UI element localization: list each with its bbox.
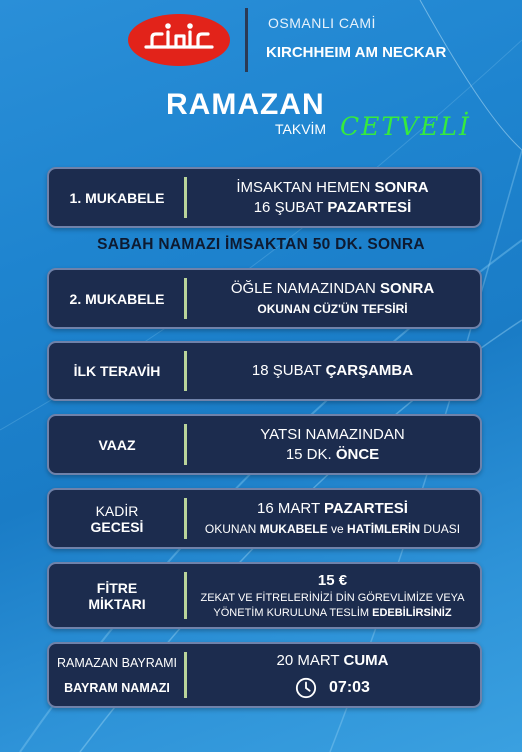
fajr-prayer-note: SABAH NAMAZI İMSAKTAN 50 DK. SONRA [97, 236, 425, 253]
subtitle-cetveli: CETVELİ [340, 112, 471, 141]
row-divider [184, 652, 187, 698]
row-label: RAMAZAN BAYRAMI BAYRAM NAMAZI [57, 655, 177, 695]
row-divider [184, 424, 187, 465]
clock-icon [295, 677, 317, 699]
row-label: KADİR GECESİ [90, 502, 144, 535]
row-value: 16 MART PAZARTESİ OKUNAN MUKABELE ve HATİMLERİN DUASI [204, 499, 461, 536]
row-value: 20 MART CUMA 07:03 [189, 644, 476, 706]
row-label: FİTRE MİKTARI [88, 579, 146, 612]
schedule-row-bayram [47, 642, 482, 708]
row-value: YATSI NAMAZINDAN 15 DK. ÖNCE [260, 425, 405, 463]
row-label: VAAZ [98, 436, 136, 453]
bayram-namaz-time: 07:03 [329, 679, 370, 696]
schedule-row-kadir-gecesi [47, 488, 482, 549]
row-value: ÖĞLE NAMAZINDAN SONRA OKUNAN CÜZ'ÜN TEFSİRİ [230, 279, 435, 316]
page-title: RAMAZAN [166, 88, 325, 121]
row-divider [184, 498, 187, 539]
row-label: İLK TERAVİH [73, 363, 161, 379]
row-divider [184, 351, 187, 391]
row-divider [184, 572, 187, 619]
row-value: 18 ŞUBAT ÇARŞAMBA [251, 362, 414, 379]
row-value: 15 € ZEKAT VE FİTRELERİNİZİ DİN GÖREVLİMİZE VEYA YÖNETİM KURULUNA TESLİM EDEBİLİRSİNİZ [200, 571, 465, 619]
schedule-row-vaaz [47, 414, 482, 475]
mosque-name: OSMANLI CAMİ [268, 15, 376, 31]
schedule-row-fitre [47, 562, 482, 629]
row-divider [184, 278, 187, 319]
fitre-amount: 15 € [317, 571, 348, 589]
header [0, 0, 522, 80]
subtitle-takvim: TAKVİM [275, 121, 327, 137]
row-label: 1. MUKABELE [69, 189, 165, 206]
row-divider [184, 177, 187, 218]
row-value: İMSAKTAN HEMEN SONRA 16 ŞUBAT PAZARTESİ [236, 178, 429, 216]
schedule-row-teravih [47, 341, 482, 401]
schedule-row-mukabele-2 [47, 268, 482, 329]
schedule-row-mukabele-1 [47, 167, 482, 228]
city-name: KIRCHHEIM AM NECKAR [266, 44, 447, 61]
row-label: 2. MUKABELE [69, 290, 165, 307]
header-divider [245, 8, 248, 72]
ditib-logo [128, 14, 230, 66]
